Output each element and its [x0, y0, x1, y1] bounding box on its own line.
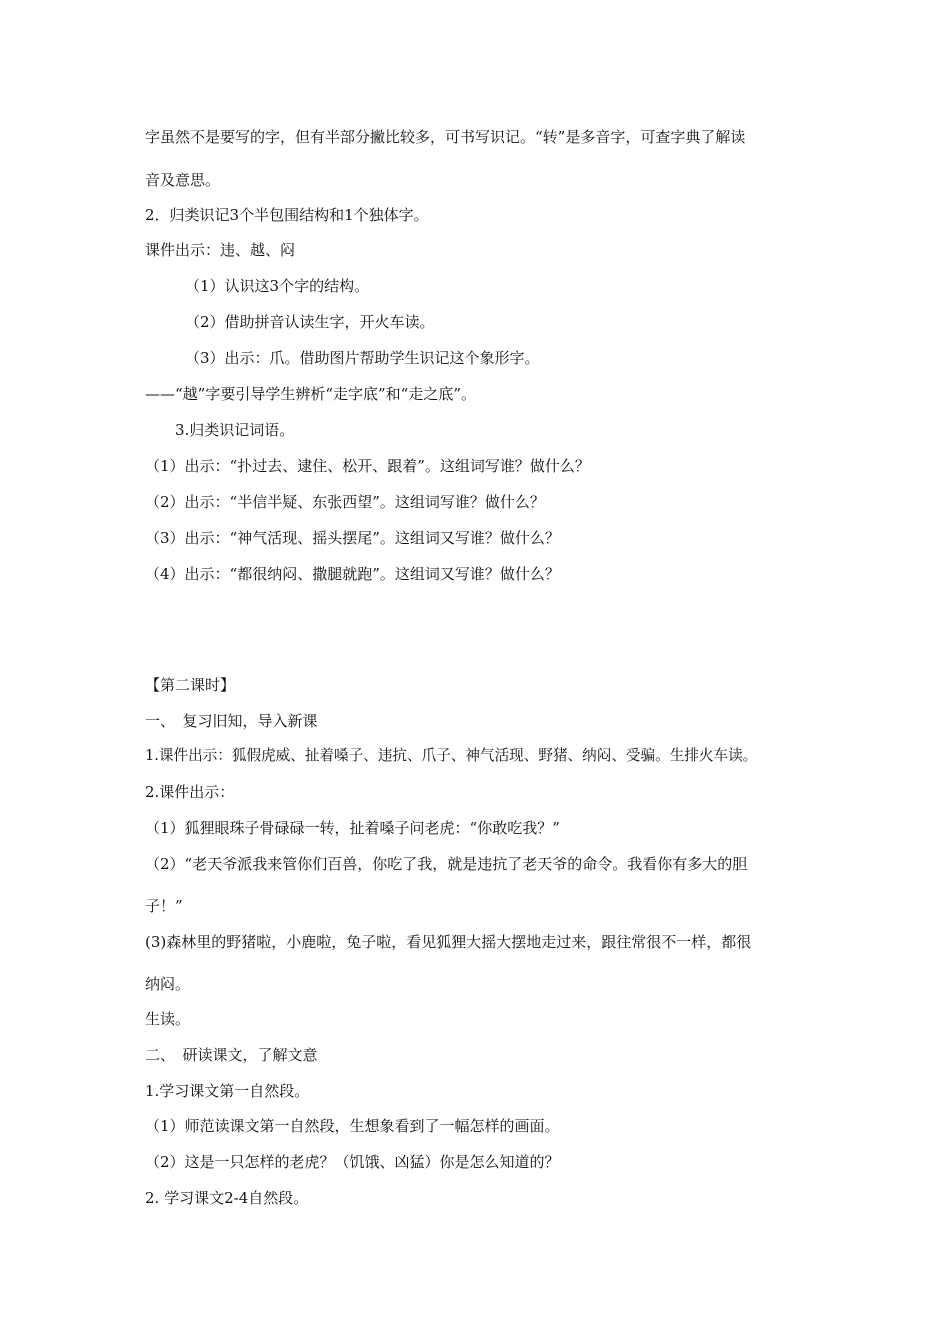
paragraph-line: 3.归类识记词语。: [175, 421, 295, 439]
paragraph-line: 2．归类识记3个半包围结构和1个独体字。: [145, 206, 429, 224]
paragraph-line: （1）出示：“扑过去、逮住、松开、跟着”。这组词写谁？做什么？: [145, 457, 590, 475]
paragraph-line: 课件出示：违、越、闷: [145, 241, 296, 259]
paragraph-line: （1）师范读课文第一自然段，生想象看到了一幅怎样的画面。: [145, 1117, 560, 1135]
paragraph-line: 生读。: [145, 1010, 191, 1028]
paragraph-line: （2）“老天爷派我来管你们百兽，你吃了我，就是违抗了老天爷的命令。我看你有多大的胆: [145, 855, 748, 873]
paragraph-line: (3)森林里的野猪啦，小鹿啦，兔子啦，看见狐狸大摇大摆地走过来，跟往常很不一样，都很: [145, 933, 752, 951]
paragraph-line: （2）出示：“半信半疑、东张西望”。这组词写谁？做什么？: [145, 493, 545, 511]
section-heading: 二、 研读课文，了解文意: [145, 1046, 318, 1064]
paragraph-line: （3）出示：爪。借助图片帮助学生识记这个象形字。: [185, 349, 540, 367]
paragraph-line: （4）出示：“都很纳闷、撒腿就跑”。这组词又写谁？做什么？: [145, 565, 560, 583]
paragraph-line: （2）这是一只怎样的老虎？（饥饿、凶猛）你是怎么知道的？: [145, 1153, 560, 1171]
paragraph-line: 子！”: [145, 897, 183, 915]
paragraph-line: 音及意思。: [145, 171, 221, 189]
paragraph-line: （1）狐狸眼珠子骨碌碌一转，扯着嗓子问老虎：“你敢吃我？”: [145, 819, 560, 837]
paragraph-line: 1.学习课文第一自然段。: [145, 1082, 310, 1100]
section-heading: 【第二课时】: [145, 676, 236, 694]
paragraph-line: 2. 学习课文2-4自然段。: [145, 1189, 309, 1207]
paragraph-line: （1）认识这3个字的结构。: [185, 277, 370, 295]
paragraph-line: （2）借助拼音认读生字，开火车读。: [185, 313, 435, 331]
paragraph-line: 2.课件出示：: [145, 783, 235, 801]
paragraph-line: （3）出示：“神气活现、摇头摆尾”。这组词又写谁？做什么？: [145, 529, 560, 547]
paragraph-line: 纳闷。: [145, 975, 191, 993]
paragraph-line: 字虽然不是要写的字，但有半部分撇比较多，可书写识记。“转”是多音字，可查字典了解读: [145, 128, 746, 146]
section-heading: 一、 复习旧知，导入新课: [145, 712, 318, 730]
paragraph-line: 1.课件出示：狐假虎威、扯着嗓子、违抗、爪子、神气活现、野猪、纳闷、受骗。生排火车读。: [145, 747, 758, 764]
paragraph-line: ——“越”字要引导学生辨析“走字底”和“走之底”。: [145, 385, 477, 403]
